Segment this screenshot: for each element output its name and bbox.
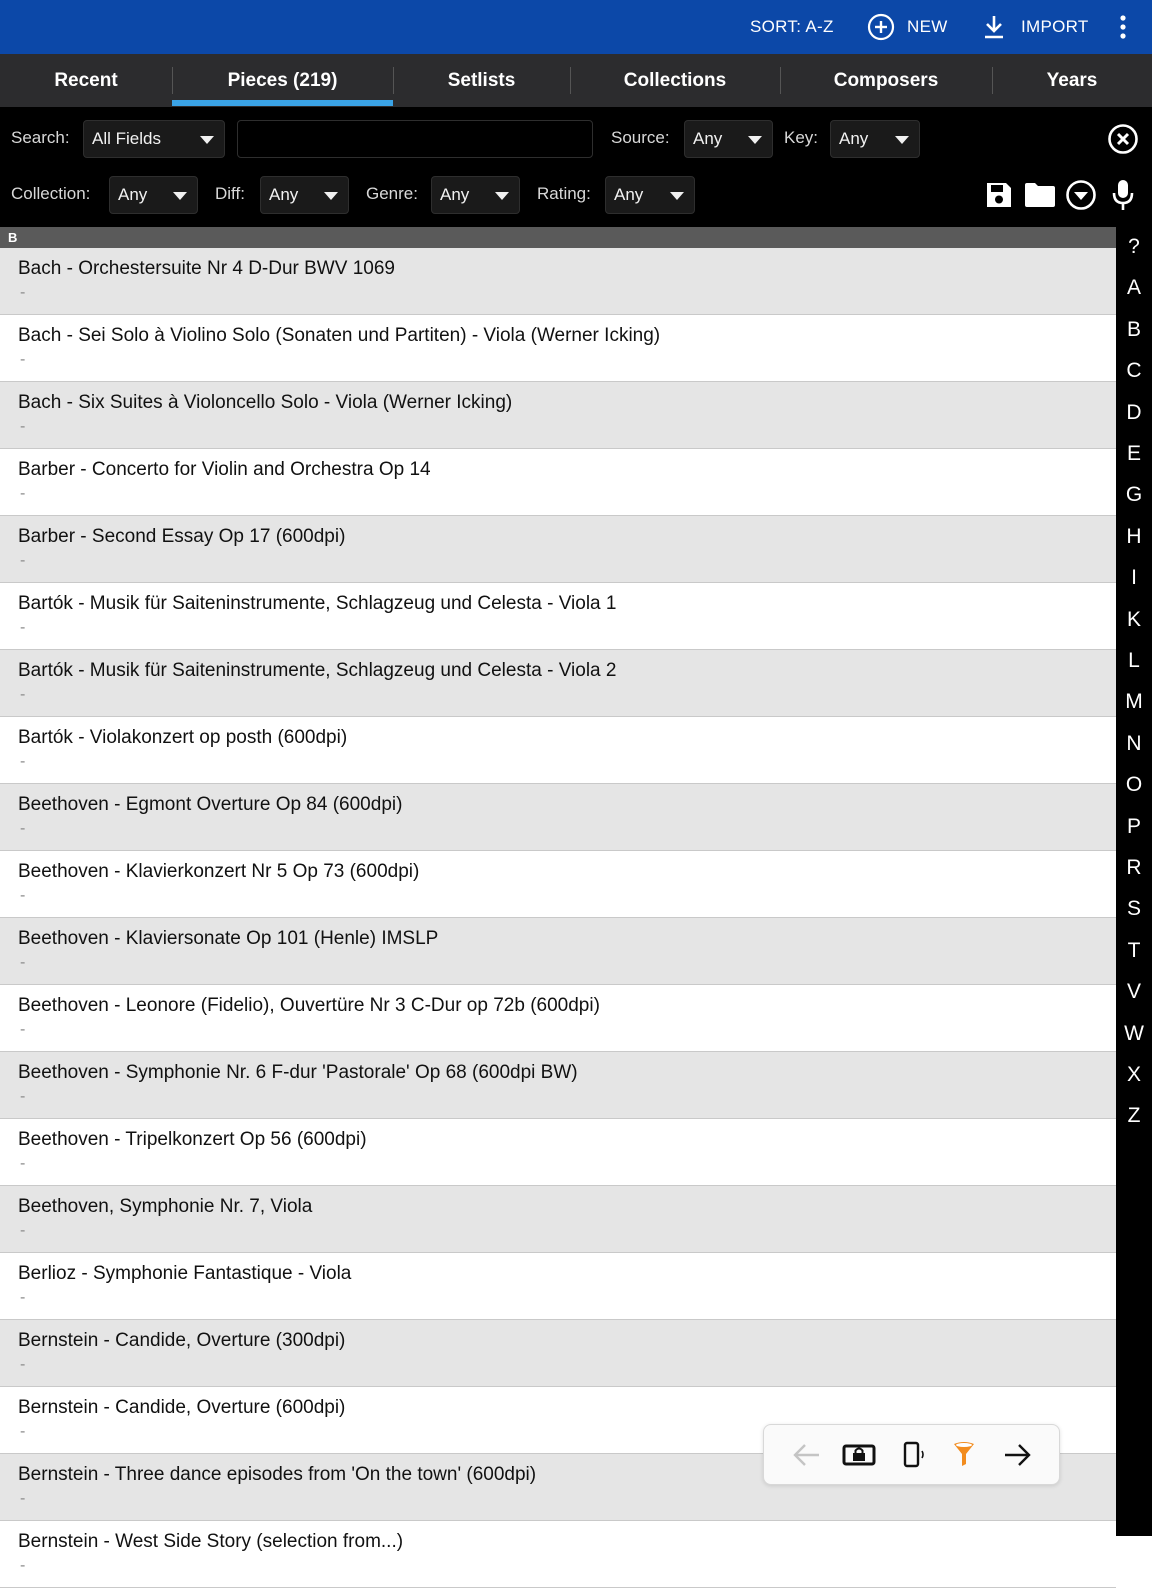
index-letter[interactable]: M [1125,690,1143,714]
filter-panel [0,107,1152,227]
caret-down-icon [670,192,684,200]
index-letter[interactable]: R [1126,856,1142,879]
microphone-icon[interactable] [1111,178,1135,212]
piece-title: Barber - Second Essay Op 17 (600dpi) [18,526,346,547]
search-field-value: All Fields [92,129,161,148]
sort-button[interactable] [750,0,834,54]
caret-down-icon [895,136,909,144]
piece-subtitle: - [20,1490,26,1507]
back-arrow-icon[interactable] [792,1441,822,1469]
tab-label: Collections [623,69,727,91]
list-item[interactable] [0,1119,1116,1186]
collection-label: Collection: [11,184,91,203]
source-dropdown[interactable] [684,120,773,158]
piece-title: Bernstein - Three dance episodes from 'On the town' (600dpi) [18,1464,537,1485]
search-label: Search: [11,128,70,147]
tab-setlists[interactable] [393,54,570,107]
piece-title: Bernstein - West Side Story (selection from...) [18,1531,404,1552]
clear-circle-icon[interactable] [1107,123,1139,155]
piece-subtitle: - [20,351,26,368]
import-label: IMPORT [1021,17,1089,36]
piece-title: Beethoven, Symphonie Nr. 7, Viola [18,1196,313,1217]
piece-subtitle: - [20,1155,26,1172]
piece-title: Bartók - Violakonzert op posth (600dpi) [18,727,348,748]
piece-title: Berlioz - Symphonie Fantastique - Viola [18,1263,352,1284]
piece-title: Beethoven - Egmont Overture Op 84 (600dpi) [18,794,403,815]
index-letter[interactable]: P [1126,814,1141,838]
index-letter[interactable]: I [1131,566,1137,590]
index-letter[interactable]: O [1125,773,1143,797]
alphabet-index[interactable] [1116,227,1152,1536]
tab-label: Composers [833,69,939,91]
piece-subtitle: - [20,887,26,904]
more-vertical-icon [1119,14,1127,40]
piece-subtitle: - [20,552,26,569]
piece-title: Bernstein - Candide, Overture (600dpi) [18,1397,346,1418]
tab-years[interactable] [992,54,1152,107]
piece-title: Beethoven - Leonore (Fidelio), Ouvertüre Nr 3 C-Dur op 72b (600dpi) [18,995,600,1016]
list-item[interactable] [0,1320,1116,1387]
list-item[interactable] [0,851,1116,918]
diff-label: Diff: [215,184,245,203]
index-letter[interactable]: D [1126,400,1142,424]
piece-subtitle: - [20,1088,26,1105]
index-letter[interactable]: T [1127,938,1141,962]
top-action-bar [0,0,1152,54]
piece-subtitle: - [20,820,26,837]
index-letter[interactable]: G [1125,483,1143,507]
index-letter[interactable]: V [1126,980,1141,1004]
piece-subtitle: - [20,1021,26,1038]
piece-subtitle: - [20,1557,26,1574]
genre-label: Genre: [366,184,418,203]
filter-icon[interactable] [952,1441,976,1469]
piece-title: Beethoven - Symphonie Nr. 6 F-dur 'Pastorale' Op 68 (600dpi BW) [18,1062,578,1083]
rating-label: Rating: [537,184,591,203]
list-item[interactable] [0,1253,1116,1320]
list-item[interactable] [0,784,1116,851]
index-letter[interactable]: B [1126,317,1141,341]
caret-down-icon [324,192,338,200]
import-button[interactable] [983,0,1089,54]
key-value: Any [839,129,869,148]
piece-title: Beethoven - Klaviersonate Op 101 (Henle) IMSLP [18,928,439,949]
index-letter[interactable]: S [1126,897,1141,921]
download-icon [983,14,1005,40]
index-letter[interactable]: ? [1128,235,1140,258]
source-label: Source: [611,128,670,147]
piece-title: Bach - Orchestersuite Nr 4 D-Dur BWV 1069 [18,258,395,279]
folder-icon[interactable] [1024,182,1056,208]
section-header: B [0,227,1116,248]
key-label: Key: [784,128,819,147]
list-item[interactable] [0,1052,1116,1119]
list-item[interactable] [0,449,1116,516]
piece-subtitle: - [20,1356,26,1373]
diff-dropdown[interactable] [260,176,349,214]
search-input[interactable] [237,120,593,158]
list-item[interactable] [0,1521,1116,1588]
tab-composers[interactable] [780,54,992,107]
piece-subtitle: - [20,485,26,502]
collection-value: Any [118,185,148,204]
piece-subtitle: - [20,284,26,301]
new-button[interactable] [867,0,948,54]
index-letter[interactable]: E [1126,442,1141,465]
list-item[interactable] [0,382,1116,449]
genre-dropdown[interactable] [431,176,520,214]
save-icon[interactable] [985,181,1013,209]
index-letter[interactable]: C [1126,359,1142,383]
list-item[interactable] [0,985,1116,1052]
device-vibrate-icon[interactable] [902,1441,928,1469]
piece-title: Bartók - Musik für Saiteninstrumente, Schlagzeug und Celesta - Viola 1 [18,593,617,614]
index-letter[interactable]: L [1128,649,1140,672]
piece-title: Bernstein - Candide, Overture (300dpi) [18,1330,346,1351]
piece-title: Bartók - Musik für Saiteninstrumente, Schlagzeug und Celesta - Viola 2 [18,660,617,681]
rating-value: Any [614,185,644,204]
pieces-list [0,248,1116,1574]
index-letter[interactable]: A [1126,276,1141,300]
index-letter[interactable]: N [1126,731,1142,755]
tab-label: Recent [54,69,118,91]
piece-title: Beethoven - Klavierkonzert Nr 5 Op 73 (600dpi) [18,861,420,882]
tab-recent[interactable] [0,54,172,107]
list-item[interactable] [0,717,1116,784]
key-dropdown[interactable] [830,120,920,158]
piece-title: Bach - Six Suites à Violoncello Solo - Viola (Werner Icking) [18,392,513,413]
piece-title: Barber - Concerto for Violin and Orchestra Op 14 [18,459,431,480]
source-value: Any [693,129,723,148]
plus-circle-icon [867,13,895,41]
tab-label: Setlists [447,69,516,91]
list-item[interactable] [0,583,1116,650]
tab-collections[interactable] [570,54,780,107]
diff-value: Any [269,185,299,204]
caret-down-icon [495,192,509,200]
piece-subtitle: - [20,954,26,971]
tab-label: Pieces (219) [227,69,338,91]
list-item[interactable] [0,516,1116,583]
list-item[interactable] [0,248,1116,315]
index-letter[interactable]: X [1126,1063,1141,1086]
list-item[interactable] [0,918,1116,985]
piece-subtitle: - [20,619,26,636]
caret-down-icon [748,136,762,144]
more-menu-button[interactable] [1113,0,1133,54]
piece-subtitle: - [20,418,26,435]
rating-dropdown[interactable] [605,176,695,214]
sort-label: SORT: A-Z [750,17,834,36]
index-letter[interactable]: Z [1127,1104,1141,1128]
piece-title: Beethoven - Tripelkonzert Op 56 (600dpi) [18,1129,367,1150]
piece-subtitle: - [20,1289,26,1306]
piece-title: Bach - Sei Solo à Violino Solo (Sonaten und Partiten) - Viola (Werner Icking) [18,325,661,346]
lock-screen-icon[interactable] [842,1441,876,1469]
genre-value: Any [440,185,470,204]
tab-label: Years [1046,69,1098,91]
floating-toolbar [763,1424,1060,1485]
piece-subtitle: - [20,686,26,703]
collection-dropdown[interactable] [109,176,198,214]
list-item[interactable] [0,650,1116,717]
forward-arrow-icon[interactable] [1002,1441,1032,1469]
piece-subtitle: - [20,1423,26,1440]
caret-down-icon [200,136,214,144]
index-letter[interactable]: H [1126,524,1142,548]
index-letter[interactable]: K [1126,607,1141,631]
new-label: NEW [907,17,948,36]
dropdown-circle-icon[interactable] [1065,179,1097,211]
piece-subtitle: - [20,753,26,770]
search-field-dropdown[interactable] [83,120,225,158]
selected-tab-indicator [172,100,393,106]
list-item[interactable] [0,315,1116,382]
piece-subtitle: - [20,1222,26,1239]
list-item[interactable] [0,1186,1116,1253]
caret-down-icon [173,192,187,200]
index-letter[interactable]: W [1124,1021,1144,1045]
